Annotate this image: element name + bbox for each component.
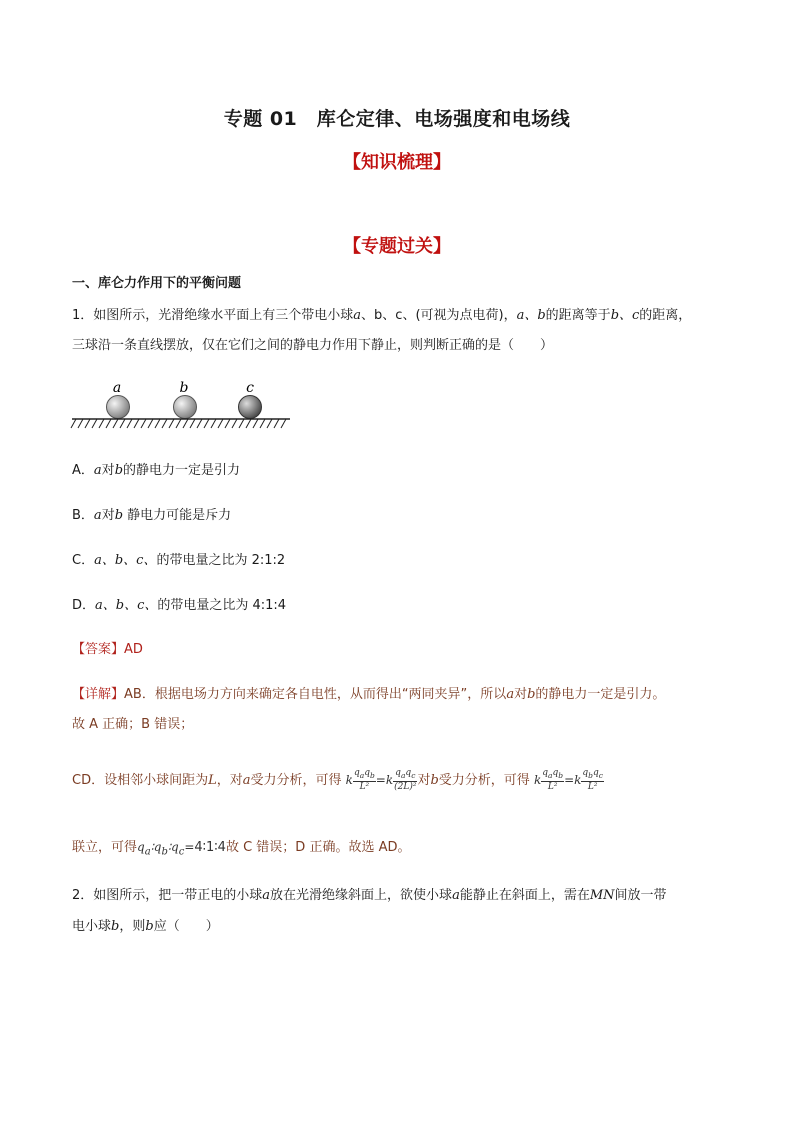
option-a: A．a对b的静电力一定是引力 <box>72 463 241 478</box>
formula-1: k $\frac{q_aq_b}{\text{L²}}$ =k $\frac{q_aq_c}{\text{(2L)²}}$ <box>345 768 417 792</box>
formula-2: k $\frac{q_aq_b}{\text{L²}}$ =k $\frac{q_bq_c}{\text{L²}}$ <box>533 768 603 792</box>
q1-figure <box>70 374 292 434</box>
practice-heading: 【专题过关】 <box>343 236 451 257</box>
q2-line1: 2．如图所示，把一带正电的小球a放在光滑绝缘斜面上，欲使小球a能静止在斜面上，需在MN间放一带 <box>72 888 667 903</box>
answer-line <box>72 638 143 657</box>
ground-hatch <box>71 419 286 428</box>
section-heading: 一、库仑力作用下的平衡问题 <box>72 276 242 291</box>
q1-stem-line1: 1．如图所示，光滑绝缘水平面上有三个带电小球a、b、c、(可视为点电荷)，a、b的距离等于b、c的距离， <box>72 308 692 323</box>
conclusion-line: 联立，可得$q_a∶q_b∶q_c=4∶1∶4$故 C 错误；D 正确。故选 AD。 <box>72 840 411 858</box>
detail-tag: 【详解】 <box>72 687 125 702</box>
ball-label-a: a <box>112 380 122 396</box>
ball-c <box>239 396 262 419</box>
answer-value: AD <box>124 642 143 657</box>
detail-line1: 【详解】AB．根据电场力方向来确定各自电性，从而得出“两同夹异”，所以a对b的静电力一定是引力。 <box>72 687 666 702</box>
option-c: C．a、b、c、的带电量之比为 2:1:2 <box>72 553 286 568</box>
option-b: B．a对b 静电力可能是斥力 <box>72 508 232 523</box>
ball-label-b: b <box>179 380 189 396</box>
answer-tag: 【答案】 <box>72 642 125 657</box>
q1-stem-line2: 三球沿一条直线摆放，仅在它们之间的静电力作用下静止，则判断正确的是（ ） <box>72 338 554 353</box>
option-d: D．a、b、c、的带电量之比为 4:1:4 <box>72 598 287 613</box>
detail-line2: 故 A 正确；B 错误； <box>72 717 194 732</box>
ball-label-c: c <box>246 380 254 396</box>
knowledge-heading: 【知识梳理】 <box>343 152 451 173</box>
ball-a <box>107 396 130 419</box>
ball-b <box>174 396 197 419</box>
page-title: 专题 01 库仑定律、电场强度和电场线 <box>223 108 571 130</box>
q2-line2: 电小球b，则b应（ ） <box>72 919 219 934</box>
cd-derivation: CD．设相邻小球间距为L，对a受力分析，可得 k $\frac{q_aq_b}{\text{L²}}$ =k $\frac{q_aq_c}{\text{(2L)²}}$ 对b受力分析，可得 k $\frac{q_aq_b}{\text{L²}}$ =k $\frac{q_bq_c}{\text{L²}}$ <box>72 768 603 792</box>
